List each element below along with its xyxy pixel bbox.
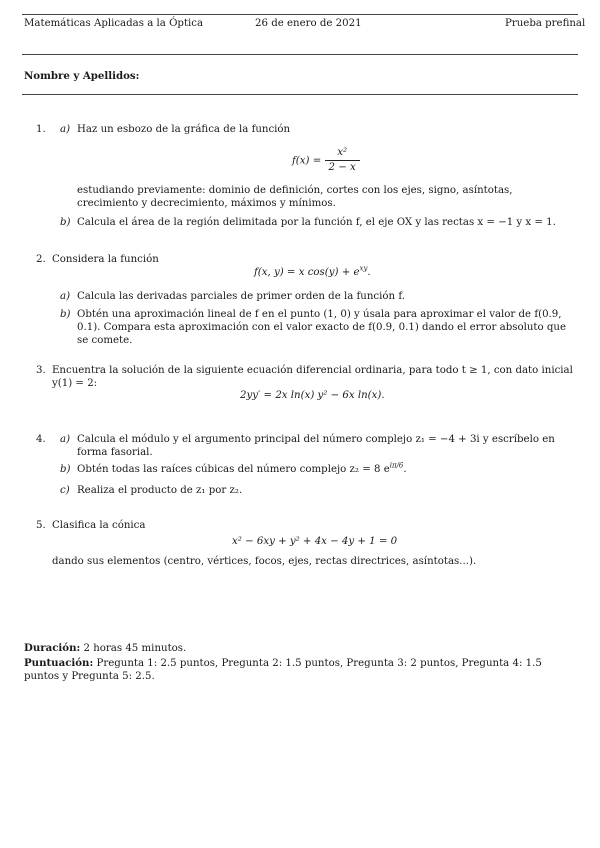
q2-b-label: b) bbox=[60, 309, 71, 320]
q2-a-text: Calcula las derivadas parciales de primer orden de la función f. bbox=[77, 291, 405, 302]
q3-text: Encuentra la solución de la siguiente ecuación diferencial ordinaria, para todo t ≥ 1, con dato inicial y(1) = 2: bbox=[52, 365, 573, 389]
exam-date: 26 de enero de 2021 bbox=[255, 18, 362, 29]
exam-type: Prueba prefinal bbox=[505, 18, 586, 29]
q5-intro: Clasifica la cónica bbox=[52, 520, 146, 531]
q4-c-text: Realiza el producto de z₁ por z₂. bbox=[77, 485, 243, 496]
q1-formula bbox=[292, 146, 360, 175]
q4-b-text bbox=[77, 463, 407, 476]
q1-formula-lhs: f(x) = bbox=[292, 155, 322, 167]
q2-formula-exp: xy bbox=[359, 264, 368, 273]
q4-c-label: c) bbox=[60, 485, 70, 496]
q1-number: 1. bbox=[36, 124, 46, 135]
duration-value: 2 horas 45 minutos. bbox=[83, 643, 187, 654]
q1-a-text2: estudiando previamente: dominio de definición, cortes con los ejes, signo, asíntotas, crecimiento y decrecimiento, máximos y mínimos. bbox=[77, 185, 513, 209]
q5-text: dando sus elementos (centro, vértices, focos, ejes, rectas directrices, asíntotas...). bbox=[52, 556, 477, 567]
course-title: Matemáticas Aplicadas a la Óptica bbox=[24, 18, 204, 29]
score-label: Puntuación: bbox=[24, 657, 94, 669]
q2-b-text: Obtén una aproximación lineal de f en el punto (1, 0) y úsala para aproximar el valor de f(0.9, 0.1). Compara esta aproximación con el valor exacto de f(0.9, 0.1) dando el error absoluto que se comete. bbox=[77, 309, 566, 346]
q5-number: 5. bbox=[36, 520, 46, 531]
q2-a-label: a) bbox=[60, 291, 71, 302]
q4-number: 4. bbox=[36, 434, 46, 445]
q1-b-text: Calcula el área de la región delimitada por la función f, el eje OX y las rectas x = −1 y x = 1. bbox=[77, 217, 556, 228]
name-rule bbox=[22, 94, 578, 95]
q2-formula bbox=[254, 266, 371, 279]
q4-b-label: b) bbox=[60, 464, 71, 475]
q1-formula-den: 2 − x bbox=[328, 162, 356, 173]
q1-a-label: a) bbox=[60, 124, 71, 135]
q4-a-text: Calcula el módulo y el argumento principal del número complejo z₁ = −4 + 3i y escríbelo en forma fasorial. bbox=[77, 434, 555, 458]
q3-formula: 2yy′ = 2x ln(x) y² − 6x ln(x). bbox=[240, 390, 385, 401]
q1-formula-fraction bbox=[325, 146, 360, 175]
q1-b-label: b) bbox=[60, 217, 71, 228]
q4-b-main: Obtén todas las raíces cúbicas del número complejo z₂ = 8 e bbox=[77, 464, 390, 475]
q2-formula-end: . bbox=[367, 267, 371, 278]
q4-a-label: a) bbox=[60, 434, 71, 445]
duration-label: Duración: bbox=[24, 642, 81, 654]
score-value: Pregunta 1: 2.5 puntos, Pregunta 2: 1.5 puntos, Pregunta 3: 2 puntos, Pregunta 4: 1.5 puntos y Pregunta 5: 2.5. bbox=[24, 658, 542, 682]
q2-number: 2. bbox=[36, 254, 46, 265]
header-top-rule bbox=[22, 14, 578, 15]
q5-formula: x² − 6xy + y² + 4x − 4y + 1 = 0 bbox=[232, 536, 398, 547]
name-label: Nombre y Apellidos: bbox=[24, 70, 140, 82]
q2-formula-main: f(x, y) = x cos(y) + e bbox=[254, 267, 360, 278]
q3-number: 3. bbox=[36, 365, 46, 376]
q4-b-exp: iπ/6 bbox=[389, 461, 404, 470]
q4-b-end: . bbox=[403, 464, 407, 475]
header-bottom-rule bbox=[22, 54, 578, 55]
q1-formula-num: x² bbox=[325, 146, 360, 161]
q1-a-text: Haz un esbozo de la gráfica de la función bbox=[77, 124, 291, 135]
score-line bbox=[24, 657, 579, 683]
q2-intro: Considera la función bbox=[52, 254, 159, 265]
duration-line bbox=[24, 642, 186, 655]
